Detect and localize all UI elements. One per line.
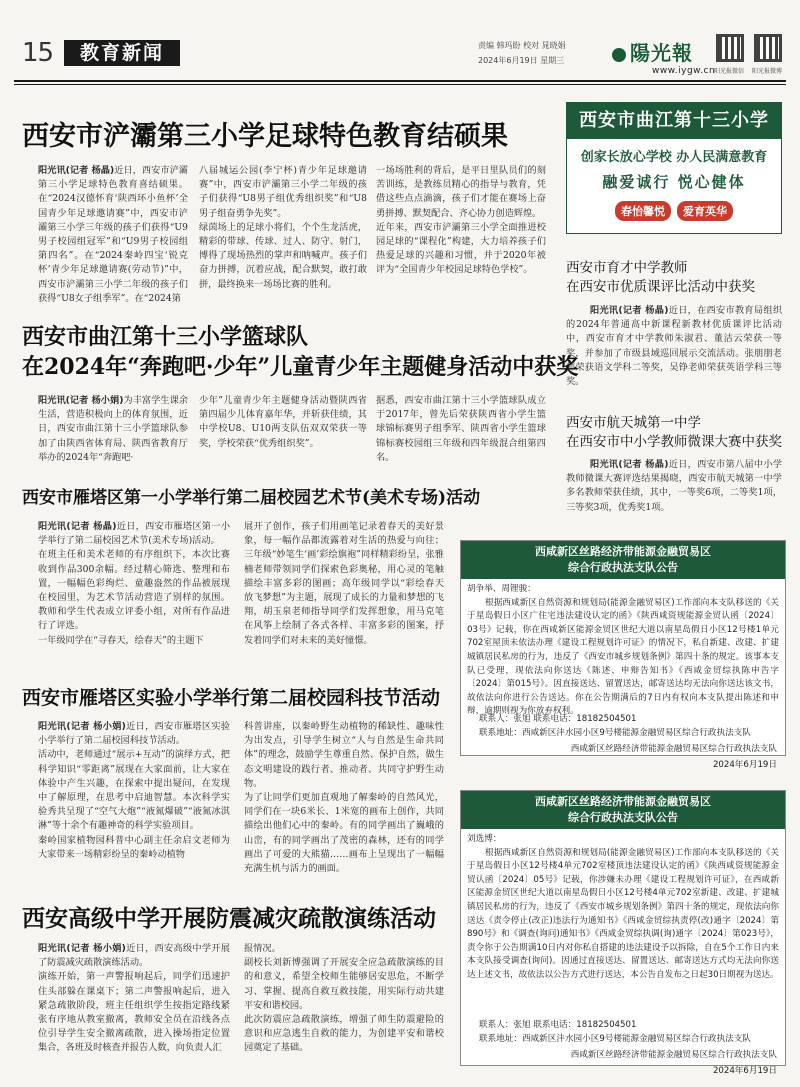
article-text: 近日，西安市雁塔区第一小学举行了第二届校园艺术节(美术专场)活动。 在班主任和美术老师的有序组织下，本次比赛收到作品300余幅。经过精心筛选、整理和布置，一幅幅色彩绚烂、童趣盎然的作品被展现在校园里，为艺术节活动营造了别样的氛围。教师和学生代表成立评委小组，对所有作品进行了评选。 一年级同学在“寻春天，绘春天”的主题下 <box>38 521 231 646</box>
notice-address: 联系地址：西咸新区沣水园小区9号楼能源金融贸易区综合行政执法支队 <box>479 727 751 738</box>
public-notice <box>460 540 786 771</box>
notice-header <box>461 791 785 829</box>
article-text: 近日，西安市浐灞第三小学足球特色教育喜结硕果。在“2024汉德怀育‘陕西环小鱼杯’全国青少年足球邀请赛”中，西安市浐灞第三小学三年级的孩子们获得“U9男子校园组冠军”和“U9男子校园组第四名”。在“2024秦岭四宝‘锐克杯’青少年足球邀请赛(劳动节)”中，西安市浐灞第三小学二年级的孩子们获得“U8女子组季军”。在“2024第 <box>38 165 188 304</box>
byline: 阳光讯(记者 杨晶) <box>38 521 117 532</box>
article-title: 西安市浐灞第三小学足球特色教育结硕果 <box>22 121 508 152</box>
article-body: 据悉，西安市曲江第十三小学篮球队成立于2017年，曾先后荣获陕西省小学生篮球锦标赛男子组季军、陕西省小学生篮球锦标赛校园组三年级和四年级混合组第四名。 <box>376 395 546 463</box>
logo-text: 陽光報 <box>630 41 693 65</box>
side-text: 近日，西安市第八届中小学教师微课大赛评选结果揭晓，西安市航天城第一中学多名教师荣获佳绩，其中，一等奖6项，二等奖1项，三等奖3项，优秀奖1项。 <box>566 459 783 513</box>
qr-label: 阳光报微信 <box>714 68 745 75</box>
notice-signer: 西咸新区丝路经济带能源金融贸易区综合行政执法支队 <box>570 1050 777 1061</box>
newspaper-logo <box>612 37 693 66</box>
section-title: 教育新闻 <box>64 40 180 66</box>
article-title: 在2024年“奔跑吧·少年”儿童青少年主题健身活动中获奖 <box>22 354 579 380</box>
side-body <box>566 458 782 518</box>
notice-text: 根据西咸新区自然资源和规划局(能源金融贸易区)工作部向本支队移送的《关于星岛假日小区12号楼4单元702室楼顶违法建设认定的函》《陕西咸资规能源金贸认函〔2024〕05号》记载，你涉嫌未办理《建设工程规划许可证》，在西咸新区能源金贸区世纪大道以南星岛假日小区12号楼4单元702室新建、改建、扩建城镇居民私房的行为，违反了《西安市城乡规划条例》第四十条的规定，现依法向你送达《责令停止(改正)违法行为通知书》《西咸金贸综执责停(改)通字〔2024〕第890号》和《调查(询问)通知书》《西咸金贸综执调(询)通字〔2024〕第023号》，责令你于公告期满10日内对你私自搭建的违法建设予以拆除，自在5个工作日内来本支队接受调查(询问)。因通过直接送达、留置送达、邮寄送达方式均无法向你送达上述文书，故依法以公告方式进行送达，本公告自发布之日起30日期视为送达。 <box>467 847 779 980</box>
notice-header <box>461 541 785 579</box>
article-title: 西安市雁塔区实验小学举行第二届校园科技节活动 <box>22 687 441 709</box>
header-rule <box>14 80 786 82</box>
article-body <box>38 942 230 1082</box>
website-url[interactable]: www.iygw.cn <box>652 66 716 76</box>
editors-line: 责编 韩玛盼 校对 晁晓娟 <box>478 41 566 50</box>
header-rule <box>14 84 786 85</box>
ad-school-name: 西安市曲江第十三小学 <box>567 103 781 139</box>
qr-label: 阳光报微博 <box>752 68 783 75</box>
notice-body <box>461 829 785 1019</box>
byline: 阳光讯(记者 杨小娟) <box>38 721 126 732</box>
article-body: 报情况。 副校长刘新博强调了开展安全应急疏散演练的目的和意义，希望全校师生能够居安思危，不断学习、掌握、提高自救互救技能，用实际行动共建平安和谐校园。 此次防震应急疏散演练，增强了师生防震避险的意识和应急逃生自救的能力，为创建平安和谐校园奠定了基础。 <box>244 943 444 1054</box>
notice-type: 综合行政执法支队公告 <box>568 811 678 824</box>
byline: 阳光讯(记者 杨小娟) <box>38 943 126 954</box>
article-body <box>38 720 230 896</box>
page-number: 15 <box>22 38 54 68</box>
ad-pill: 爱育英华 <box>677 201 733 221</box>
sun-logo-icon <box>612 48 626 62</box>
article-body: 八届城运公园(李宁杯)青少年足球邀请赛”中，西安市浐灞第三小学二年级的孩子们获得“U8男子组优秀组织奖”和“U8男子组奋勇争先奖”。 绿茵场上的足球小将们，个个生龙活虎，精彩的带球、传球、过人、防守、射门，博得了现场热烈的掌声和呐喊声。孩子们奋力拼搏，沉着应战，配合默契，敢打敢拼，最终换来一场场比赛的胜利。 <box>199 165 367 290</box>
article-text: 近日，西安市雁塔区实验小学举行了第二届校园科技节活动。 活动中，老师通过“展示+互动”的演绎方式，把科学知识“零距离”展现在大家面前，让大家在体验中产生兴趣，在探索中提出疑问，在发现中了解原理，在思考中启迪智慧。本次科学实验秀共呈现了“空气大炮”“液氮爆破”“液氮冰淇淋”等十余个有趣神奇的科学实验项目。 秦岭国家植物园科普中心副主任余启文老师为大家带来一场精彩纷呈的秦岭动植物 <box>38 721 230 860</box>
article-body: 科普讲座，以秦岭野生动植物的稀缺性、趣味性为出发点，引导学生树立“人与自然是生命共同体”的理念，鼓励学生尊重自然、保护自然，做生态文明建设的践行者、推动者、共同守护野生动物。 为了让同学们更加直观地了解秦岭的自然风光，同学们在一块6米长、1米宽的画布上创作，共同描绘出他们心中的秦岭。有的同学画出了巍峨的山峦，有的同学画出了茂密的森林，还有的同学画出了可爱的大熊猫……画布上呈现出了一幅幅充满生机与活力的画面。 <box>244 721 444 875</box>
ad-pill: 春怡馨悦 <box>615 201 671 221</box>
side-title: 在西安市中小学教师微课大赛中获奖 <box>566 434 782 450</box>
notice-addressee: 胡争举、周锂骏： <box>467 584 536 594</box>
byline: 阳光讯(记者 杨晶) <box>590 459 669 470</box>
qr-code-icon <box>716 34 744 62</box>
notice-contact: 联系人：张旭 联系电话：18182504501 <box>479 714 637 724</box>
issue-date: 2024年6月19日 星期三 <box>478 56 565 65</box>
side-text: 近日，在西安市教育局组织的2024年普通高中新课程新教材优质课评比活动中，西安市育才中学教师朱淑君、董洁云荣获一等奖，并参加了市级县域巡回展示交流活动。张朋朋老师荣获语文学科二等奖，吴铮老师荣获英语学科三等奖。 <box>566 305 783 388</box>
byline: 阳光讯(记者 杨晶) <box>590 305 669 316</box>
byline: 阳光讯(记者 杨小娟) <box>38 395 124 406</box>
notice-signer: 西咸新区丝路经济带能源金融贸易区综合行政执法支队 <box>570 744 777 755</box>
notice-contact: 联系人：张旭 联系电话：18182504501 <box>479 1020 637 1030</box>
article-body <box>38 164 188 304</box>
side-title: 西安市航天城第一中学 <box>566 415 701 431</box>
article-body: 一场场胜利的背后，是平日里队员们的刻苦训练，是教练员精心的指导与教育，凭借这些点点滴滴，孩子们才能在赛场上奋勇拼搏、默契配合、齐心协力创造辉煌。 近年来，西安市浐灞第三小学全面推进校园足球的“课程化”构建，大力培养孩子们热爱足球的兴趣和习惯，并于2020年被评为“全国青少年校园足球特色学校”。 <box>376 165 546 276</box>
ad-motto: 融爱诚行 悦心健体 <box>602 173 746 191</box>
article-body <box>38 394 188 463</box>
notice-date: 2024年6月19日 <box>712 760 777 771</box>
notice-date: 2024年6月19日 <box>712 1066 777 1077</box>
article-title: 西安市曲江第十三小学篮球队 <box>22 324 309 350</box>
notice-org: 西咸新区丝路经济带能源金融贸易区 <box>535 545 711 558</box>
public-notice <box>460 790 786 1077</box>
school-ad <box>566 102 782 234</box>
article-body: 展开了创作，孩子们用画笔记录着春天的美好景象，每一幅作品都流露着对生活的热爱与向往；三年级“妙笔生‘画’彩绘旗袍”同样精彩纷呈，张雅楠老师带领同学们探索色彩奥秘，用心灵的笔触描绘丰富多彩的图画；高年级同学以“彩绘春天 放飞梦想”为主题，展现了成长的力量和梦想的飞翔，胡玉泉老师指导同学们发挥想象，用马克笔在风筝上绘制了各式各样、丰富多彩的图案，抒发着同学们对未来的美好憧憬。 <box>244 521 444 646</box>
article-title: 西安市雁塔区第一小学举行第二届校园艺术节(美术专场)活动 <box>22 488 481 508</box>
notice-body <box>461 579 785 717</box>
article-title: 西安高级中学开展防震减灾疏散演练活动 <box>22 905 436 932</box>
side-title: 西安市育才中学教师 <box>566 260 688 276</box>
byline: 阳光讯(记者 杨晶) <box>38 165 115 176</box>
notice-org: 西咸新区丝路经济带能源金融贸易区 <box>535 795 711 808</box>
article-text: 近日，西安高级中学开展了防震减灾疏散演练活动。 演练开始，第一声警报响起后，同学们迅速护住头部躲在课桌下；第二声警报响起后，进入紧急疏散阶段，班主任组织学生按指定路线紧张有序地从教室撤离，教师安全员在沿线各点位引导学生安全撤离疏散，进入操场指定位置集合，各班及时核查并报告人数，向负责人汇 <box>38 943 230 1054</box>
side-title: 在西安市优质课评比活动中获奖 <box>566 279 755 295</box>
article-body: 少年”儿童青少年主题健身活动暨陕西省第四届少儿体育嘉年华，并斩获佳绩，其中学校U8、U10两支队伍双双荣获一等奖，学校荣获“优秀组织奖”。 <box>199 395 367 449</box>
side-body <box>566 304 782 396</box>
article-text: 为丰富学生课余生活，营造积极向上的体育氛围，近日，西安市曲江第十三小学篮球队参加了由陕西省体育局、陕西省教育厅举办的2024年“奔跑吧· <box>38 395 188 463</box>
notice-type: 综合行政执法支队公告 <box>568 561 678 574</box>
article-body <box>38 520 230 672</box>
notice-address: 联系地址：西咸新区沣水园小区9号楼能源金融贸易区综合行政执法支队 <box>479 1033 751 1044</box>
ad-slogan: 创家长放心学校 办人民满意教育 <box>580 150 768 165</box>
notice-addressee: 刘选博： <box>467 834 502 844</box>
qr-code-icon <box>754 34 782 62</box>
notice-text: 根据西咸新区自然资源和规划局(能源金融贸易区)工作部向本支队移送的《关于星岛假日小区广住宅违法建设认定的函》《陕西咸资规能源金贸认函〔2024〕03号》记载，你在西咸新区能源金贸区世纪大道以南星岛假日小区12号楼1单元702室屋顶未依法办理《建设工程规划许可证》的情况下，私自新建、改建、扩建城镇居民私房的行为，违反了《西安市城乡规划条例》第四十条的规定。该事本支队已受理，现依法向你送达《陈述、申辩告知书》《西咸金贸综执陈申告字〔2024〕第015号》。因直接送达、留置送达，邮寄送达均无法向你送达该文书，故依法向你进行公告送达。你在公告期满后的7日内有权向本支队提出陈述和申辩，逾期则视为你放弃权利。 <box>467 597 779 717</box>
